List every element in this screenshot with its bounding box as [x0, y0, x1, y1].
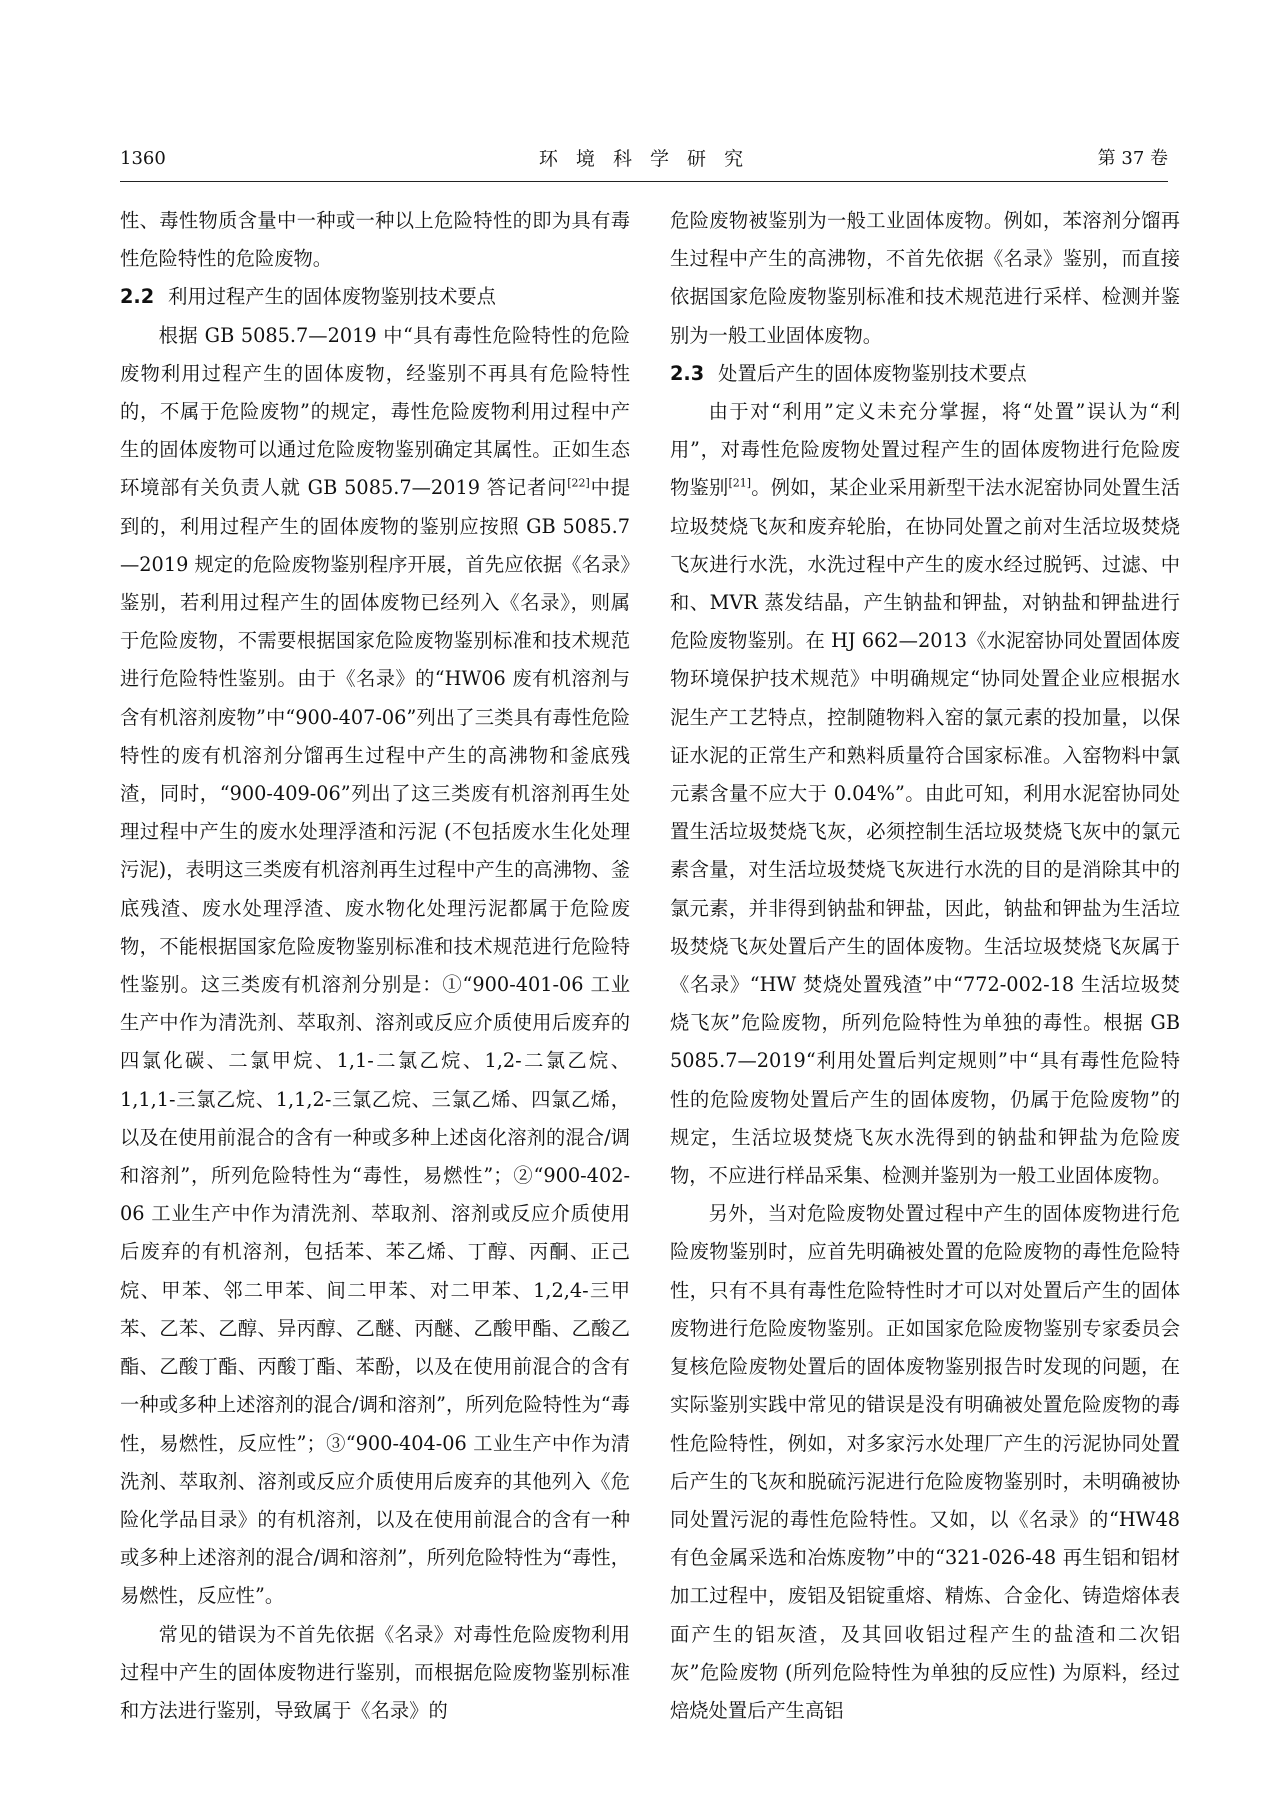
paragraph-text: 。例如，某企业采用新型干法水泥窑协同处置生活垃圾焚烧飞灰和废弃轮胎，在协同处置之前对生活垃圾焚烧飞灰进行水洗，水洗过程中产生的废水经过脱钙、过滤、中和、MVR 蒸发结晶，产生钠盐和钾盐，对钠盐和钾盐进行危险废物鉴别。在 HJ 662—2013《水泥窑协同处置固体废物环境保护技术规范》中明确规定“协同处置企业应根据水泥生产工艺特点，控制随物料入窑的氯元素的投加量，以保证水泥的正常生产和熟料质量符合国家标准。入窑物料中氯元素含量不应大于 0.04%”。由此可知，利用水泥窑协同处置生活垃圾焚烧飞灰，必须控制生活垃圾焚烧飞灰中的氯元素含量，对生活垃圾焚烧飞灰进行水洗的目的是消除其中的氯元素，并非得到钠盐和钾盐，因此，钠盐和钾盐为生活垃圾焚烧飞灰处置后产生的固体废物。生活垃圾焚烧飞灰属于《名录》“HW 焚烧处置残渣”中“772-002-18 生活垃圾焚烧飞灰”危险废物，所列危险特性为单独的毒性。根据 GB 5085.7—2019“利用处置后判定规则”中“具有毒性危险特性的危险废物处置后产生的固体废物，仍属于危险废物”的规定，生活垃圾焚烧飞灰水洗得到的钠盐和钾盐为危险废物，不应进行样品采集、检测并鉴别为一般工业固体废物。 [670, 476, 1181, 1188]
paragraph-text: 由于对“利用”定义未充分掌握，将“处置”误认为“利用”，对毒性危险废物处置过程产生的固体废物进行危险废物鉴别 [670, 400, 1180, 500]
paragraph-text: 中提到的，利用过程产生的固体废物的鉴别应按照 GB 5085.7—2019 规定的危险废物鉴别程序开展，首先应依据《名录》鉴别，若利用过程产生的固体废物已经列入《名录》，则属于危险废物，不需要根据国家危险废物鉴别标准和技术规范进行危险特性鉴别。由于《名录》的“HW06 废有机溶剂与含有机溶剂废物”中“900-407-06”列出了三类具有毒性危险特性的废有机溶剂分馏再生过程中产生的高沸物和釜底残渣，同时，“900-409-06”列出了这三类废有机溶剂再生处理过程中产生的废水处理浮渣和污泥 (不包括废水生化处理污泥)，表明这三类废有机溶剂再生过程中产生的高沸物、釜底残渣、废水处理浮渣、废水物化处理污泥都属于危险废物，不能根据国家危险废物鉴别标准和技术规范进行危险特性鉴别。这三类废有机溶剂分别是：①“900-401-06 工业生产中作为清洗剂、萃取剂、溶剂或反应介质使用后废弃的四氯化碳、二氯甲烷、1,1-二氯乙烷、1,2-二氯乙烷、1,1,1-三氯乙烷、1,1,2-三氯乙烷、三氯乙烯、四氯乙烯，以及在使用前混合的含有一种或多种上述卤化溶剂的混合/调和溶剂”，所列危险特性为“毒性，易燃性”；②“900-402-06 工业生产中作为清洗剂、萃取剂、溶剂或反应介质使用后废弃的有机溶剂，包括苯、苯乙烯、丁醇、丙酮、正己烷、甲苯、邻二甲苯、间二甲苯、对二甲苯、1,2,4-三甲苯、乙苯、乙醇、异丙醇、乙醚、丙醚、乙酸甲酯、乙酸乙酯、乙酸丁酯、丙酸丁酯、苯酚，以及在使用前混合的含有一种或多种上述溶剂的混合/调和溶剂”，所列危险特性为“毒性，易燃性，反应性”；③“900-404-06 工业生产中作为清洗剂、萃取剂、溶剂或反应介质使用后废弃的其他列入《危险化学品目录》的有机溶剂，以及在使用前混合的含有一种或多种上述溶剂的混合/调和溶剂”，所列危险特性为“毒性，易燃性，反应性”。 [120, 476, 631, 1608]
journal-title: 环 境 科 学 研 究 [538, 148, 750, 170]
paragraph [670, 393, 1180, 1195]
right-column [670, 202, 1180, 1730]
section-title: 利用过程产生的固体废物鉴别技术要点 [168, 285, 496, 309]
paragraph-text: 根据 GB 5085.7—2019 中“具有毒性危险特性的危险废物利用过程产生的固体废物，经鉴别不再具有危险特性的，不属于危险废物”的规定，毒性危险废物利用过程中产生的固体废物可以通过危险废物鉴别确定其属性。正如生态环境部有关负责人就 GB 5085.7—2019 答记者问 [120, 323, 630, 500]
paragraph [120, 317, 630, 1616]
section-heading-2-2 [120, 278, 630, 316]
section-number: 2.3 [670, 361, 705, 385]
paragraph: 性、毒性物质含量中一种或一种以上危险特性的即为具有毒性危险特性的危险废物。 [120, 209, 630, 271]
section-number: 2.2 [120, 285, 155, 309]
section-title: 处置后产生的固体废物鉴别技术要点 [718, 361, 1027, 385]
running-header [120, 143, 1168, 182]
citation-ref: [22] [567, 477, 590, 490]
section-heading-2-3 [670, 355, 1180, 393]
citation-ref: [21] [728, 477, 752, 490]
paragraph: 危险废物被鉴别为一般工业固体废物。例如，苯溶剂分馏再生过程中产生的高沸物，不首先依据《名录》鉴别，而直接依据国家危险废物鉴别标准和技术规范进行采样、检测并鉴别为一般工业固体废物。 [670, 209, 1180, 347]
volume-label: 第 37 卷 [1097, 148, 1168, 169]
left-column [120, 202, 630, 1730]
paragraph: 常见的错误为不首先依据《名录》对毒性危险废物利用过程中产生的固体废物进行鉴别，而根据危险废物鉴别标准和方法进行鉴别，导致属于《名录》的 [120, 1622, 630, 1722]
paragraph: 另外，当对危险废物处置过程中产生的固体废物进行危险废物鉴别时，应首先明确被处置的危险废物的毒性危险特性，只有不具有毒性危险特性时才可以对处置后产生的固体废物进行危险废物鉴别。正如国家危险废物鉴别专家委员会复核危险废物处置后的固体废物鉴别报告时发现的问题，在实际鉴别实践中常见的错误是没有明确被处置危险废物的毒性危险特性，例如，对多家污水处理厂产生的污泥协同处置后产生的飞灰和脱硫污泥进行危险废物鉴别时，未明确被协同处置污泥的毒性危险特性。又如，以《名录》的“HW48 有色金属采选和冶炼废物”中的“321-026-48 再生铝和铝材加工过程中，废铝及铝锭重熔、精炼、合金化、铸造熔体表面产生的铝灰渣，及其回收铝过程产生的盐渣和二次铝灰”危险废物 (所列危险特性为单独的反应性) 为原料，经过焙烧处置后产生高铝 [670, 1202, 1180, 1722]
page-number: 1360 [120, 148, 166, 169]
